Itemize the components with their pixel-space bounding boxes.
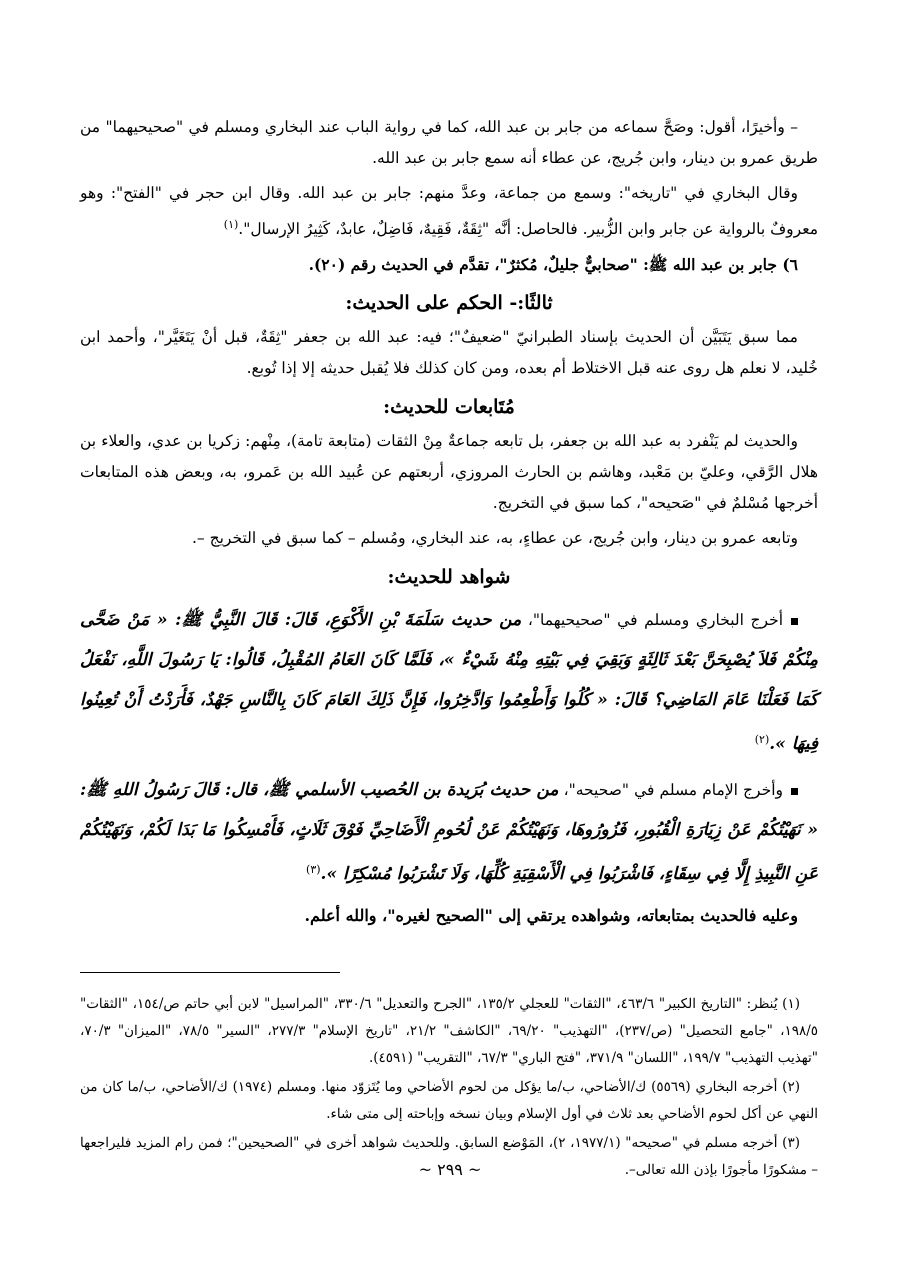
paragraph-followups: والحديث لم يَنْفرد به عبد الله بن جعفر، بل تابعه جماعةٌ مِنْ الثقات (متابعة تامة)، مِنْهم: زكريا بن عدي، والعلاء بن هلال الرَّقي، وعليّ بن مَعْبد، وهاشم بن الحارث المروزي، أربعتهم عن عُبيد الله بن عَمرو، به، وبعض هذه المتابعات أخرجها مُسْلمٌ في "صَحيحه"، كما سبق في التخريج. [80,432,818,513]
heading-witnesses: شواهد للحديث: [387,566,511,589]
conclusion: وعليه فالحديث بمتابعاته، وشواهده يرتقي إلى "الصحيح لغيره"، والله أعلم. [304,906,798,926]
paragraph-bukhari-tarikh-text: وقال البخاري في "تاريخه": وسمع من جماعة، وعدَّ منهم: جابر بن عبد الله. وقال ابن حجر في "الفتح": وهو معروفٌ بالرواية عن جابر وابن الزُّبير. فالحاصل: أنَّه "ثِقَةٌ، فَقِيهٌ، فَاضِلٌ، عابدٌ، كَثِيرُ الإرسال". [80,184,818,239]
footnote-ref-1: (١) [223,218,239,231]
paragraph-jabir-hearing: – وأخيرًا، أقول: وصَحَّ سماعه من جابر بن عبد الله، كما في رواية الباب عند البخاري ومسلم في "صحيحيهما" من طريق عمرو بن دينار، وابن جُريج، عن عطاء أنه سمع جابر بن عبد الله. [80,118,818,167]
footnote-1: (١) يُنظر: "التاريخ الكبير" ٤٦٣/٦، "الثقات" للعجلي ١٣٥/٢، "الجرح والتعديل" ٣٣٠/٦، "المراسيل" لابن أبي حاتم ص/١٥٤، "الثقات" ١٩٨/٥، "جامع التحصيل" (ص/٢٣٧)، "التهذيب" ٦٩/٢٠، "الكاشف" ٢١/٢، "تاريخ الإسلام" ٢٧٧/٣، "السير" ٧٨/٥، "الميزان" ٧٠/٣، "تهذيب التهذيب" ١٩٩/٧، "اللسان" ٣٧١/٩، "فتح الباري" ٦٧/٣، "التقريب" (٤٥٩١). [80,996,819,1067]
footnote-divider [80,972,340,973]
paragraph-amr-followup: وتابعه عمرو بن دينار، وابن جُريج، عن عطاءٍ، به، عند البخاري، ومُسلم – كما سبق في التخريج –. [191,529,798,548]
narrator-jabir-entry: ٦) جابر بن عبد الله ﷺ: "صحابيٌّ جليلٌ، مُكثرٌ"، تقدَّم في الحديث رقم (٢٠). [308,255,798,275]
paragraph-ruling: مما سبق يَتَبَيَّن أن الحديث بإسناد الطبرانيّ "ضعيفٌ"؛ فيه: عبد الله بن جعفر "ثِقَةٌ، قبل أنْ يَتَغَيَّر"، وأحمد ابن خُليد، لا نعلم هل روى عنه قبل الاختلاط أم بعده، ومن كان كذلك فلا يُقبل حديثه إلا إذا تُوبع. [80,328,818,378]
hadith-buraida-intro: وأخرج الإمام مسلم في "صحيحه"، [558,781,783,800]
hadith-salama [80,600,818,764]
page-number: ~ ٢٩٩ ~ [418,1160,482,1179]
bullet-icon [791,788,798,795]
footnote-2: (٢) أخرجه البخاري (٥٥٦٩) ك/الأضاحي، ب/ما يؤكل من لحوم الأضاحي وما يُتَزوّد منها. ومسلم (١٩٧٤) ك/الأضاحي، ب/ما كان من النهي عن أكل لحوم الأضاحي بعد ثلاث في أول الإسلام وبيان نسخه وإباحته إلى متى شاء. [80,1079,818,1123]
hadith-salama-intro: أخرج البخاري ومسلم في "صحيحيهما"، [521,611,783,630]
paragraph-bukhari-tarikh [80,178,818,245]
footnote-3: (٣) أخرجه مسلم في "صحيحه" (١٩٧٧/١، ٢)، المَوْضع السابق. وللحديث شواهد أخرى في "الصحيحين"؛ فمن رام المزيد فليراجعها – مشكورًا مأجورًا بإذن الله تعالى–. [80,1135,818,1179]
footnote-ref-3: (٣) [306,863,321,877]
hadith-buraida-text: من حديث بُرَيدة بن الحُصيب الأسلمي ﷺ، قال: قَالَ رَسُولُ اللهِ ﷺ: « نَهَيْتُكُمْ عَنْ زِيَارَةِ الْقُبُورِ، فَزُورُوهَا، وَنَهَيْتُكُمْ عَنْ لُحُومِ الْأَضَاحِيِّ فَوْقَ ثَلَاثٍ، فَأَمْسِكُوا مَا بَدَا لَكُمْ، وَنَهَيْتُكُمْ عَنِ النَّبِيذِ إِلَّا فِي سِقَاءٍ، فَاشْرَبُوا فِي الْأَسْقِيَةِ كُلِّهَا، وَلَا تَشْرَبُوا مُسْكِرًا ». [80,780,818,885]
hadith-buraida [80,770,818,894]
heading-followups: مُتَابعات للحديث: [383,396,515,419]
heading-hadith-ruling: ثالثًا:- الحكم على الحديث: [345,292,553,315]
bullet-icon [791,618,798,625]
footnote-ref-2: (٢) [754,733,770,747]
hadith-salama-text: من حديث سَلَمَةَ بْنِ الأَكْوَعِ، قَالَ: قَالَ النَّبِيُّ ﷺ: « مَنْ ضَحَّى مِنْكُمْ فَلاَ يُصْبِحَنَّ بَعْدَ ثَالِثَةٍ وَبَقِيَ فِي بَيْتِهِ مِنْهُ شَيْءٌ »، فَلَمَّا كَانَ العَامُ المُقْبِلُ، قَالُوا: يَا رَسُولَ اللَّهِ، نَفْعَلُ كَمَا فَعَلْنَا عَامَ المَاضِي؟ قَالَ: « كُلُوا وَأَطْعِمُوا وَادَّخِرُوا، فَإِنَّ ذَلِكَ العَامَ كَانَ بِالنَّاسِ جَهْدٌ، فَأَرَدْتُ أَنْ تُعِينُوا فِيهَا ». [80,610,818,755]
